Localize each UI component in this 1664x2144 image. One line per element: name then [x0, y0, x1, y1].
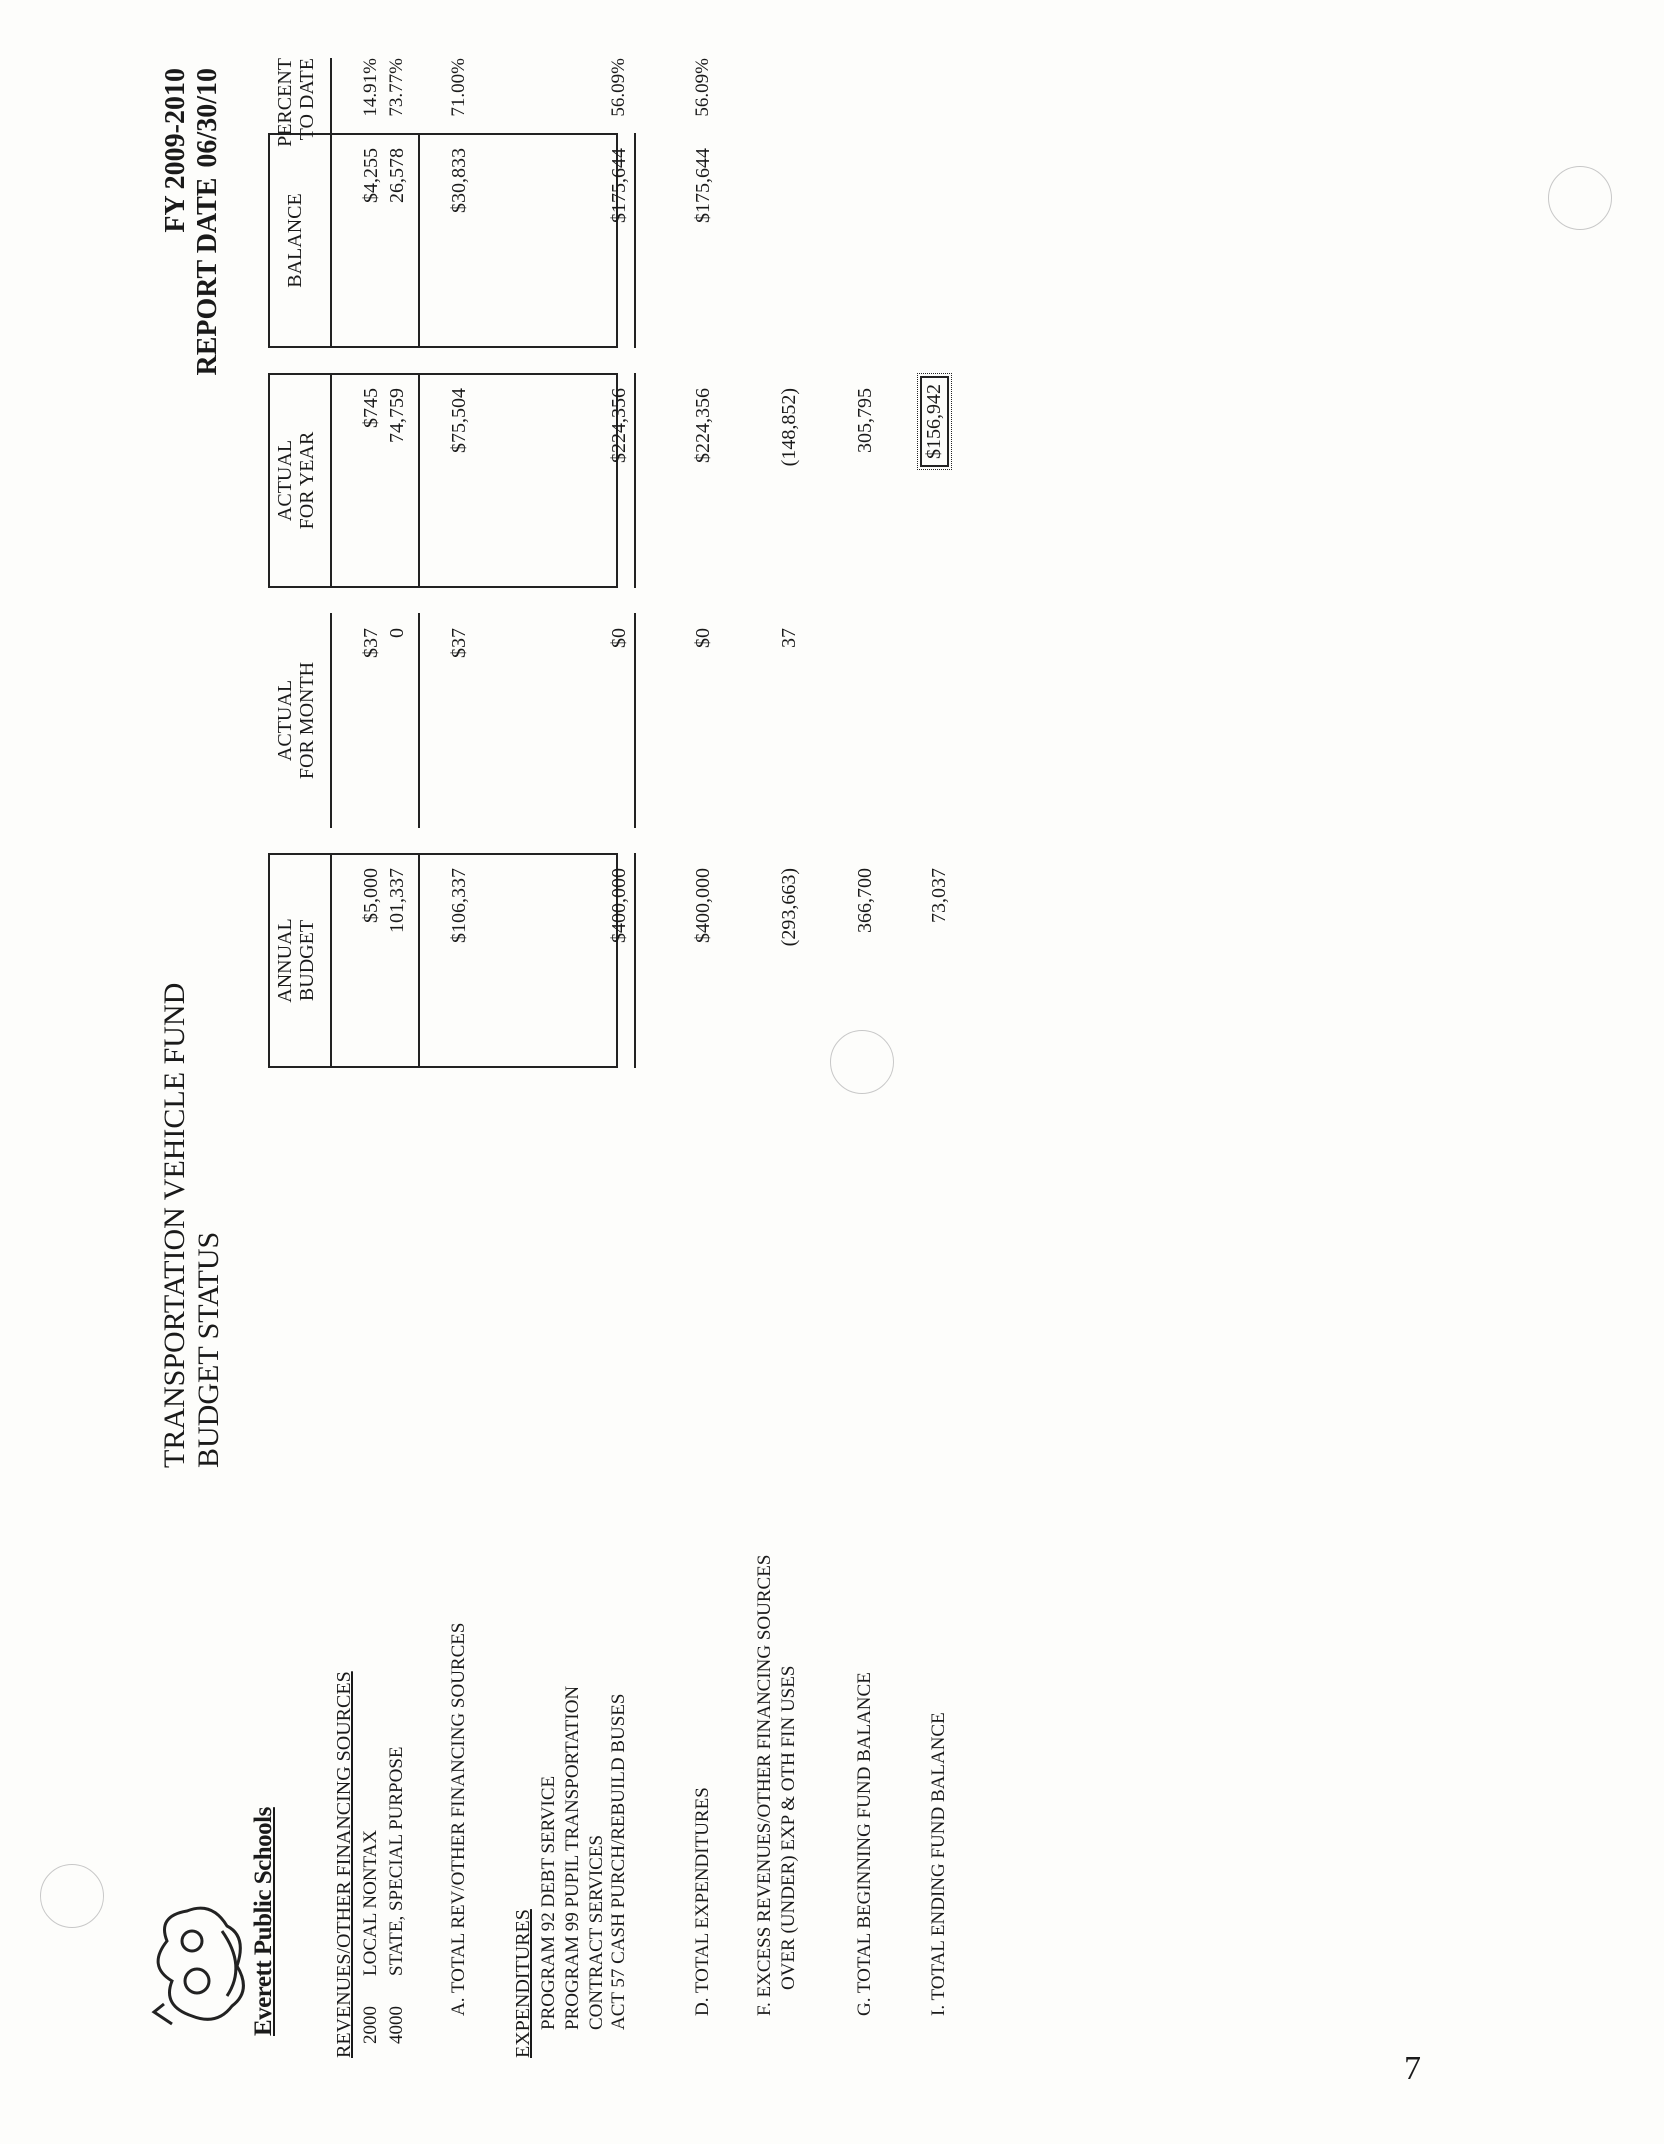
act57-balance: $175,644: [608, 148, 630, 223]
revenue-subtotal-rule-year: [418, 373, 420, 588]
ending-balance-budget: 73,037: [928, 868, 950, 923]
expenditures-heading: EXPENDITURES: [512, 1909, 534, 2058]
act57-percent: 56.09%: [608, 58, 629, 117]
expenditure-total-balance: $175,644: [692, 148, 714, 223]
ending-balance-label: I. TOTAL ENDING FUND BALANCE: [928, 1712, 949, 2016]
percent-header: PERCENT TO DATE: [274, 58, 318, 147]
beginning-balance-label: G. TOTAL BEGINNING FUND BALANCE: [854, 1672, 875, 2016]
revenue-budget: $5,000: [360, 868, 382, 923]
revenue-subtotal-rule-month: [418, 613, 420, 828]
revenue-month: 0: [386, 628, 408, 638]
revenue-code: 2000: [360, 2006, 381, 2044]
revenue-total-balance: $30,833: [448, 148, 470, 213]
revenue-total-percent: 71.00%: [448, 58, 469, 117]
revenues-heading: REVENUES/OTHER FINANCING SOURCES: [333, 1671, 355, 2058]
ending-balance-year: $156,942: [920, 376, 949, 467]
revenue-percent: 14.91%: [360, 58, 381, 117]
fiscal-year: FY 2009-2010: [160, 68, 191, 233]
revenue-balance: 26,578: [386, 148, 408, 203]
revenue-year: 74,759: [386, 388, 408, 443]
revenue-month: $37: [360, 628, 382, 658]
beginning-balance-year: 305,795: [854, 388, 876, 453]
expenditure-total-percent: 56.09%: [692, 58, 713, 117]
header-rule-year: [330, 373, 332, 588]
report-title: TRANSPORTATION VEHICLE FUND: [158, 982, 191, 1468]
annual-budget-header: ANNUAL BUDGET: [274, 918, 318, 1003]
balance-column-box: [268, 133, 618, 348]
punch-hole-top: [1548, 166, 1612, 230]
revenue-balance: $4,255: [360, 148, 382, 203]
expenditure-subtotal-rule-month: [634, 613, 636, 828]
page-number: 7: [1404, 2050, 1421, 2087]
expenditure-line: CONTRACT SERVICES: [586, 1834, 607, 2030]
revenue-percent: 73.77%: [386, 58, 407, 117]
revenue-total-label: A. TOTAL REV/OTHER FINANCING SOURCES: [448, 1622, 469, 2016]
expenditure-total-month: $0: [692, 628, 714, 648]
expenditure-line: PROGRAM 99 PUPIL TRANSPORTATION: [562, 1685, 583, 2030]
annual-budget-column-box: [268, 853, 618, 1068]
revenue-total-year: $75,504: [448, 388, 470, 453]
actual-month-header: ACTUAL FOR MONTH: [274, 661, 318, 780]
header-rule-percent: [330, 58, 332, 198]
revenue-label: STATE, SPECIAL PURPOSE: [386, 1746, 407, 1976]
report-date-line: [192, 68, 224, 375]
excess-year: (148,852): [778, 388, 800, 467]
revenue-budget: 101,337: [386, 868, 408, 933]
revenue-label: LOCAL NONTAX: [360, 1829, 381, 1976]
revenue-subtotal-rule-balance: [418, 133, 420, 348]
header-rule-month: [330, 613, 332, 828]
revenue-year: $745: [360, 388, 382, 428]
excess-month: 37: [778, 628, 800, 648]
act57-budget: $400,000: [608, 868, 630, 943]
actual-year-header: ACTUAL FOR YEAR: [274, 431, 318, 530]
report-date: 06/30/10: [192, 68, 223, 168]
balance-header: BALANCE: [284, 193, 306, 288]
expenditure-total-budget: $400,000: [692, 868, 714, 943]
act57-year: $224,356: [608, 388, 630, 463]
act57-label: ACT 57 CASH PURCH/REBUILD BUSES: [608, 1693, 629, 2030]
excess-label-line2: OVER (UNDER) EXP & OTH FIN USES: [778, 1665, 799, 1990]
revenue-subtotal-rule-budget: [418, 853, 420, 1068]
report-date-label: REPORT DATE: [192, 177, 223, 376]
actual-year-column-box: [268, 373, 618, 588]
act57-month: $0: [608, 628, 630, 648]
district-name: Everett Public Schools: [250, 1807, 277, 2036]
excess-budget: (293,663): [778, 868, 800, 947]
expenditure-total-year: $224,356: [692, 388, 714, 463]
expenditure-subtotal-rule-budget: [634, 853, 636, 1068]
revenue-total-month: $37: [448, 628, 470, 658]
ending-balance-year-box: [920, 376, 949, 528]
revenue-code: 4000: [386, 2006, 407, 2044]
report-subtitle: BUDGET STATUS: [192, 1231, 225, 1468]
expenditure-line: PROGRAM 92 DEBT SERVICE: [538, 1775, 559, 2030]
expenditure-subtotal-rule-balance: [634, 133, 636, 348]
excess-label-line1: F. EXCESS REVENUES/OTHER FINANCING SOURCES: [754, 1554, 775, 2016]
revenue-total-budget: $106,337: [448, 868, 470, 943]
beginning-balance-budget: 366,700: [854, 868, 876, 933]
header-rule-budget: [330, 853, 332, 1068]
expenditure-subtotal-rule-year: [634, 373, 636, 588]
report-page: [40, 48, 1384, 2068]
expenditure-total-label: D. TOTAL EXPENDITURES: [692, 1787, 713, 2016]
